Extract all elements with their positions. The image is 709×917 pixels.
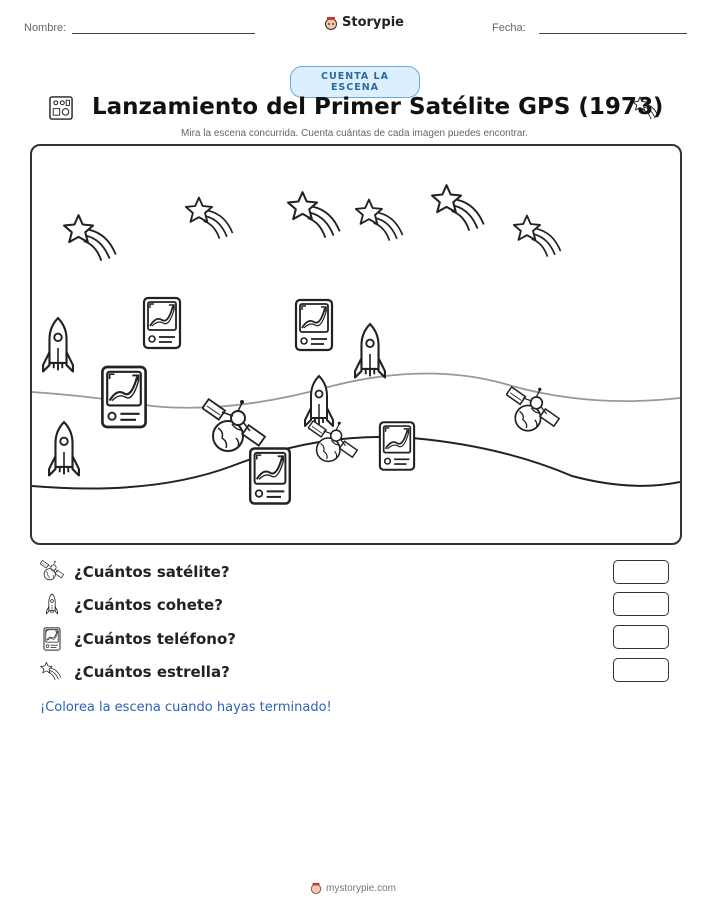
answer-box-satellite[interactable] — [613, 560, 669, 584]
question-text: ¿Cuántos estrella? — [74, 663, 230, 681]
satellite-icon — [40, 560, 64, 584]
subtitle: Mira la escena concurrida. Cuenta cuántas de cada imagen puedes encontrar. — [181, 128, 528, 139]
satellite-2 — [308, 421, 357, 461]
brand-name: Storypie — [342, 15, 404, 30]
star-4 — [356, 200, 403, 241]
question-rocket — [40, 593, 223, 617]
shooting-star-icon — [40, 660, 64, 684]
brand-logo — [324, 15, 404, 30]
star-1 — [64, 215, 116, 260]
title-left-icon — [48, 95, 74, 126]
page-title: Lanzamiento del Primer Satélite GPS (1978) — [92, 94, 664, 120]
coloring-note: ¡Colorea la escena cuando hayas terminado! — [40, 700, 332, 715]
question-text: ¿Cuántos cohete? — [74, 596, 223, 614]
question-star — [40, 660, 230, 684]
rocket-3 — [305, 376, 333, 426]
question-phone — [40, 627, 236, 651]
footer — [310, 882, 396, 894]
rocket-icon — [40, 593, 64, 617]
question-satellite — [40, 560, 230, 584]
answer-box-phone[interactable] — [613, 625, 669, 649]
activity-badge: CUENTA LA ESCENA — [290, 66, 420, 98]
star-3 — [288, 192, 340, 237]
scene-frame — [30, 144, 682, 545]
scene-illustration — [32, 146, 680, 543]
rocket-2 — [355, 324, 385, 377]
phone-3 — [102, 367, 145, 427]
date-line[interactable] — [539, 33, 687, 34]
phone-2 — [296, 300, 332, 350]
star-5 — [432, 185, 484, 230]
answer-box-star[interactable] — [613, 658, 669, 682]
satellite-3 — [506, 387, 559, 431]
answer-box-rocket[interactable] — [613, 592, 669, 616]
name-line[interactable] — [72, 33, 255, 34]
rocket-4 — [49, 422, 79, 475]
question-text: ¿Cuántos satélite? — [74, 563, 230, 581]
footer-url[interactable]: mystorypie.com — [326, 882, 397, 894]
gps-phone-icon — [40, 627, 64, 651]
phone-1 — [144, 298, 180, 348]
storypie-mascot-icon — [324, 16, 338, 30]
phone-5 — [250, 449, 290, 504]
question-text: ¿Cuántos teléfono? — [74, 630, 236, 648]
phone-4 — [380, 422, 414, 470]
shooting-star-icon — [632, 94, 662, 129]
rocket-1 — [43, 318, 73, 371]
date-label: Fecha: — [492, 22, 526, 34]
satellite-1 — [202, 399, 265, 451]
storypie-mascot-icon — [310, 882, 322, 894]
star-6 — [514, 216, 561, 257]
name-label: Nombre: — [24, 22, 67, 34]
star-2 — [186, 198, 233, 239]
